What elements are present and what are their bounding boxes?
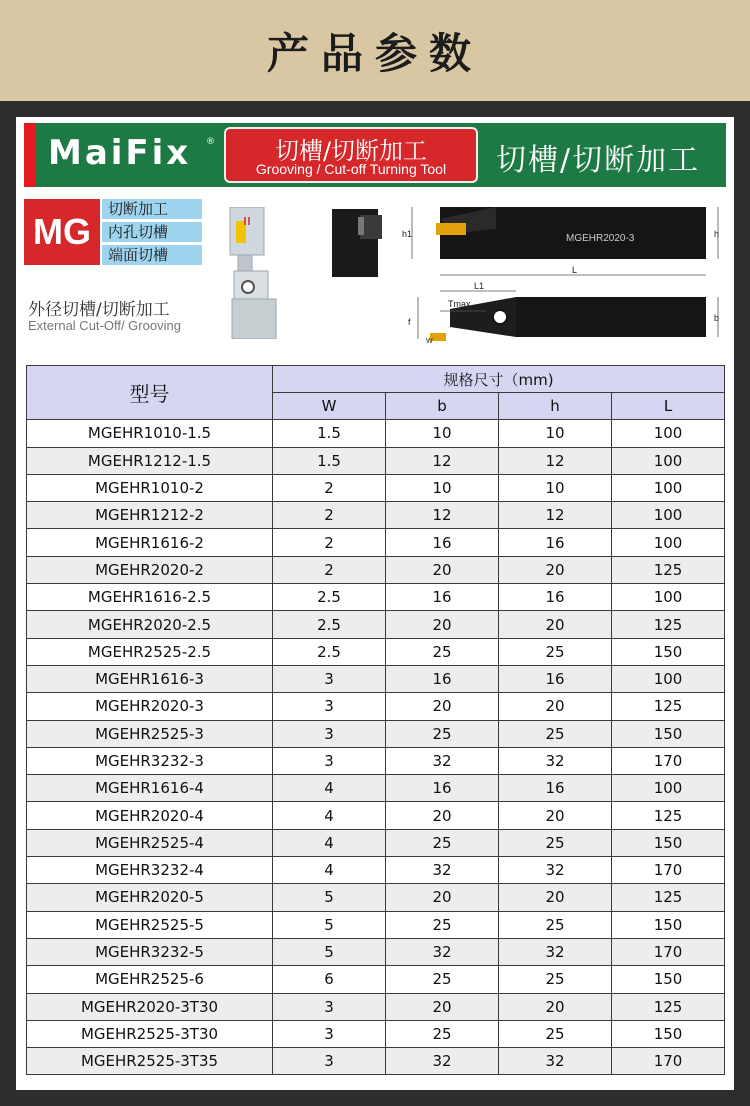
- table-row: [27, 502, 725, 529]
- cell-b: 32: [386, 857, 499, 884]
- column-header-b: b: [386, 393, 499, 420]
- cell-b: 20: [386, 802, 499, 829]
- cell-model: MGEHR1616-3: [27, 665, 273, 692]
- dim-f-label: f: [408, 317, 411, 327]
- cell-h: 20: [499, 802, 612, 829]
- tool-end-view: [328, 207, 386, 279]
- table-row: [27, 638, 725, 665]
- table-row: [27, 1048, 725, 1075]
- registered-mark: ®: [206, 137, 215, 147]
- cell-w: 2: [273, 474, 386, 501]
- cell-l: 125: [612, 693, 725, 720]
- table-row: [27, 966, 725, 993]
- dim-h-label: h: [714, 229, 720, 239]
- cell-w: 2.5: [273, 611, 386, 638]
- banner-right-title: 切槽/切断加工: [496, 143, 701, 178]
- cell-l: 100: [612, 420, 725, 447]
- cell-b: 20: [386, 693, 499, 720]
- table-row: [27, 775, 725, 802]
- cell-model: MGEHR2020-5: [27, 884, 273, 911]
- brand-logo: MaiFix: [48, 133, 192, 173]
- cell-h: 12: [499, 502, 612, 529]
- table-row: [27, 884, 725, 911]
- cell-l: 125: [612, 556, 725, 583]
- dim-b-label: b: [714, 313, 720, 323]
- cell-b: 20: [386, 556, 499, 583]
- cell-w: 4: [273, 829, 386, 856]
- table-row: [27, 447, 725, 474]
- cell-h: 32: [499, 1048, 612, 1075]
- column-header-model: 型号: [27, 366, 273, 420]
- tool-dimension-diagram: [396, 199, 726, 359]
- cell-model: MGEHR2525-3T35: [27, 1048, 273, 1075]
- cell-l: 170: [612, 747, 725, 774]
- cell-l: 150: [612, 911, 725, 938]
- cell-model: MGEHR2020-4: [27, 802, 273, 829]
- category-badge-cn: 切槽/切断加工: [274, 137, 428, 165]
- dim-h1-label: h1: [402, 229, 413, 239]
- cell-model: MGEHR2525-3: [27, 720, 273, 747]
- table-row: [27, 665, 725, 692]
- cell-l: 100: [612, 584, 725, 611]
- cell-h: 20: [499, 611, 612, 638]
- table-row: [27, 474, 725, 501]
- cell-b: 32: [386, 938, 499, 965]
- category-badge-en: Grooving / Cut-off Turning Tool: [255, 161, 447, 177]
- cell-h: 25: [499, 911, 612, 938]
- dim-tmax-label: Tmax: [448, 299, 471, 309]
- cell-w: 3: [273, 693, 386, 720]
- cell-h: 16: [499, 775, 612, 802]
- series-usage-list: [102, 199, 202, 268]
- cell-w: 5: [273, 911, 386, 938]
- cell-l: 150: [612, 966, 725, 993]
- cell-l: 100: [612, 665, 725, 692]
- cell-model: MGEHR1010-1.5: [27, 420, 273, 447]
- cell-b: 25: [386, 829, 499, 856]
- cell-b: 25: [386, 638, 499, 665]
- cell-h: 16: [499, 584, 612, 611]
- cell-model: MGEHR1212-2: [27, 502, 273, 529]
- dim-L1-label: L1: [474, 281, 485, 291]
- cell-b: 25: [386, 1020, 499, 1047]
- spec-table-body: [27, 420, 725, 1075]
- cell-b: 25: [386, 966, 499, 993]
- cell-l: 100: [612, 529, 725, 556]
- cell-w: 3: [273, 1020, 386, 1047]
- brand-banner: [24, 123, 726, 187]
- cell-l: 150: [612, 638, 725, 665]
- series-usage-item: 切断加工: [102, 199, 202, 219]
- cell-l: 150: [612, 1020, 725, 1047]
- cell-l: 100: [612, 447, 725, 474]
- series-usage-item: 内孔切槽: [102, 222, 202, 242]
- dim-w-label: W: [426, 338, 433, 345]
- cell-w: 4: [273, 857, 386, 884]
- cell-l: 170: [612, 938, 725, 965]
- cell-model: MGEHR2020-3T30: [27, 993, 273, 1020]
- product-card: [16, 117, 734, 1090]
- cell-w: 2.5: [273, 584, 386, 611]
- cell-l: 150: [612, 829, 725, 856]
- dim-L-label: L: [572, 265, 578, 275]
- cell-w: 3: [273, 747, 386, 774]
- cell-h: 25: [499, 966, 612, 993]
- cell-model: MGEHR3232-3: [27, 747, 273, 774]
- cell-w: 2: [273, 502, 386, 529]
- cell-w: 3: [273, 1048, 386, 1075]
- tool-model-label: MGEHR2020-3: [566, 233, 635, 244]
- cell-h: 16: [499, 529, 612, 556]
- cell-h: 32: [499, 747, 612, 774]
- cell-model: MGEHR1010-2: [27, 474, 273, 501]
- cell-l: 100: [612, 474, 725, 501]
- cell-model: MGEHR1616-4: [27, 775, 273, 802]
- tool-application-illustration: [212, 207, 282, 339]
- cell-b: 25: [386, 911, 499, 938]
- table-row: [27, 611, 725, 638]
- table-row: [27, 911, 725, 938]
- cell-b: 10: [386, 474, 499, 501]
- cell-b: 32: [386, 747, 499, 774]
- cell-model: MGEHR2525-4: [27, 829, 273, 856]
- category-badge: [224, 127, 478, 183]
- cell-b: 20: [386, 611, 499, 638]
- cell-model: MGEHR2525-2.5: [27, 638, 273, 665]
- cell-model: MGEHR2525-5: [27, 911, 273, 938]
- cell-h: 20: [499, 693, 612, 720]
- cell-h: 25: [499, 829, 612, 856]
- cell-b: 20: [386, 884, 499, 911]
- cell-model: MGEHR2525-3T30: [27, 1020, 273, 1047]
- cell-model: MGEHR2020-2: [27, 556, 273, 583]
- cell-h: 16: [499, 665, 612, 692]
- cell-b: 32: [386, 1048, 499, 1075]
- table-row: [27, 556, 725, 583]
- table-row: [27, 829, 725, 856]
- application-caption-en: External Cut-Off/ Grooving: [28, 318, 181, 333]
- cell-h: 20: [499, 993, 612, 1020]
- cell-h: 25: [499, 1020, 612, 1047]
- table-row: [27, 802, 725, 829]
- cell-w: 5: [273, 938, 386, 965]
- cell-h: 32: [499, 938, 612, 965]
- cell-w: 3: [273, 665, 386, 692]
- cell-w: 2.5: [273, 638, 386, 665]
- table-row: [27, 720, 725, 747]
- table-row: [27, 584, 725, 611]
- cell-l: 100: [612, 502, 725, 529]
- cell-model: MGEHR2020-3: [27, 693, 273, 720]
- cell-b: 20: [386, 993, 499, 1020]
- cell-w: 3: [273, 720, 386, 747]
- cell-w: 1.5: [273, 420, 386, 447]
- cell-b: 10: [386, 420, 499, 447]
- table-row: [27, 938, 725, 965]
- cell-b: 16: [386, 529, 499, 556]
- cell-w: 1.5: [273, 447, 386, 474]
- cell-h: 25: [499, 720, 612, 747]
- table-row: [27, 1020, 725, 1047]
- table-row: [27, 529, 725, 556]
- column-header-w: W: [273, 393, 386, 420]
- cell-h: 20: [499, 556, 612, 583]
- cell-w: 2: [273, 529, 386, 556]
- column-header-l: L: [612, 393, 725, 420]
- table-row: [27, 747, 725, 774]
- table-row: [27, 693, 725, 720]
- cell-l: 100: [612, 775, 725, 802]
- series-usage-item: 端面切槽: [102, 245, 202, 265]
- header-band: [0, 0, 750, 101]
- cell-h: 12: [499, 447, 612, 474]
- cell-model: MGEHR2020-2.5: [27, 611, 273, 638]
- cell-l: 125: [612, 611, 725, 638]
- cell-w: 2: [273, 556, 386, 583]
- cell-l: 125: [612, 802, 725, 829]
- column-group-header-dimensions: 规格尺寸（mm): [273, 366, 725, 393]
- cell-h: 10: [499, 420, 612, 447]
- series-code: MG: [24, 199, 100, 265]
- cell-l: 125: [612, 993, 725, 1020]
- cell-model: MGEHR3232-5: [27, 938, 273, 965]
- cell-w: 3: [273, 993, 386, 1020]
- page-title: 产品参数: [266, 28, 483, 78]
- cell-l: 125: [612, 884, 725, 911]
- table-row: [27, 993, 725, 1020]
- cell-w: 4: [273, 775, 386, 802]
- cell-model: MGEHR3232-4: [27, 857, 273, 884]
- cell-b: 12: [386, 502, 499, 529]
- cell-model: MGEHR1212-1.5: [27, 447, 273, 474]
- table-row: [27, 420, 725, 447]
- cell-model: MGEHR1616-2.5: [27, 584, 273, 611]
- column-header-h: h: [499, 393, 612, 420]
- cell-b: 16: [386, 665, 499, 692]
- cell-l: 170: [612, 1048, 725, 1075]
- cell-h: 20: [499, 884, 612, 911]
- application-caption-cn: 外径切槽/切断加工: [28, 300, 170, 320]
- cell-b: 16: [386, 584, 499, 611]
- cell-b: 25: [386, 720, 499, 747]
- cell-h: 10: [499, 474, 612, 501]
- cell-l: 150: [612, 720, 725, 747]
- cell-b: 12: [386, 447, 499, 474]
- cell-l: 170: [612, 857, 725, 884]
- cell-b: 16: [386, 775, 499, 802]
- cell-w: 4: [273, 802, 386, 829]
- cell-model: MGEHR2525-6: [27, 966, 273, 993]
- cell-h: 32: [499, 857, 612, 884]
- cell-h: 25: [499, 638, 612, 665]
- table-row: [27, 857, 725, 884]
- spec-table: [26, 365, 725, 1075]
- cell-w: 5: [273, 884, 386, 911]
- cell-model: MGEHR1616-2: [27, 529, 273, 556]
- cell-w: 6: [273, 966, 386, 993]
